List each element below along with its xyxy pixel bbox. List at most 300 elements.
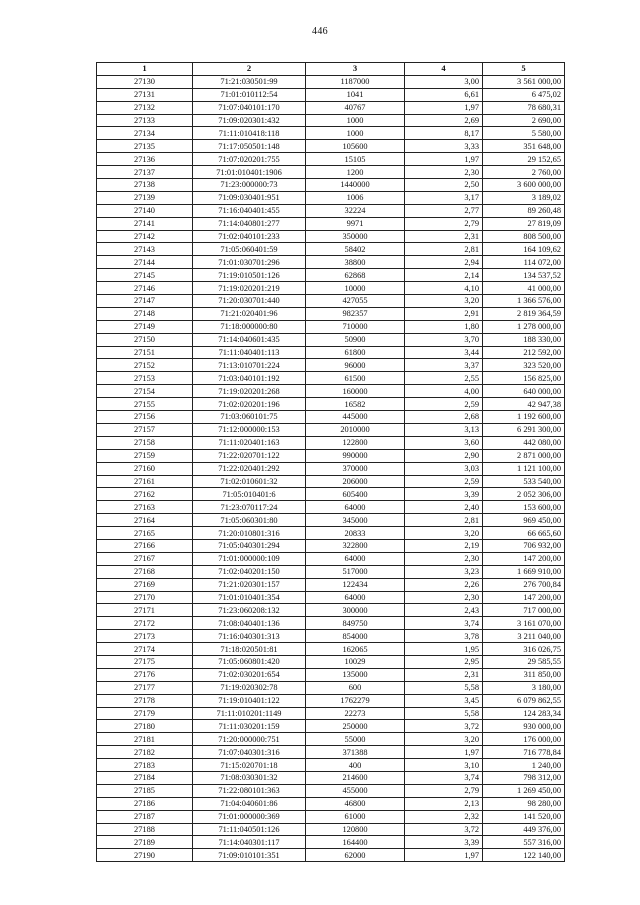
rate-cell: 2,55 — [405, 372, 483, 385]
rate-cell: 3,44 — [405, 346, 483, 359]
area-cell: 64000 — [306, 591, 405, 604]
cost-cell: 2 760,00 — [483, 166, 565, 179]
table-row — [97, 398, 565, 411]
area-cell: 1041 — [306, 88, 405, 101]
table-row — [97, 191, 565, 204]
table-row — [97, 681, 565, 694]
cost-cell: 930 000,00 — [483, 720, 565, 733]
rate-cell: 3,39 — [405, 836, 483, 849]
area-cell: 10000 — [306, 282, 405, 295]
cadastral-number-cell: 71:19:020201:219 — [193, 282, 306, 295]
cost-cell: 798 312,00 — [483, 771, 565, 784]
cost-cell: 1 121 100,00 — [483, 462, 565, 475]
cost-cell: 6 475,02 — [483, 88, 565, 101]
table-row — [97, 720, 565, 733]
cost-cell: 316 026,75 — [483, 643, 565, 656]
table-row — [97, 75, 565, 88]
rate-cell: 2,79 — [405, 784, 483, 797]
cadastral-number-cell: 71:05:010401:6 — [193, 488, 306, 501]
rate-cell: 3,45 — [405, 694, 483, 707]
rate-cell: 1,95 — [405, 643, 483, 656]
cadastral-number-cell: 71:02:030201:654 — [193, 668, 306, 681]
cost-cell: 89 260,48 — [483, 204, 565, 217]
table-row — [97, 604, 565, 617]
table-row — [97, 707, 565, 720]
rate-cell: 4,00 — [405, 385, 483, 398]
area-cell: 122434 — [306, 578, 405, 591]
cadastral-number-cell: 71:13:010701:224 — [193, 359, 306, 372]
row-number-cell: 27173 — [97, 630, 193, 643]
rate-cell: 1,97 — [405, 101, 483, 114]
cadastral-number-cell: 71:02:010601:32 — [193, 475, 306, 488]
area-cell: 1762279 — [306, 694, 405, 707]
row-number-cell: 27138 — [97, 179, 193, 192]
cadastral-number-cell: 71:19:010401:122 — [193, 694, 306, 707]
area-cell: 710000 — [306, 320, 405, 333]
cost-cell: 3 211 040,00 — [483, 630, 565, 643]
row-number-cell: 27188 — [97, 823, 193, 836]
cadastral-number-cell: 71:11:010418:118 — [193, 127, 306, 140]
area-cell: 10029 — [306, 655, 405, 668]
rate-cell: 3,17 — [405, 191, 483, 204]
cost-cell: 969 450,00 — [483, 514, 565, 527]
area-cell: 1200 — [306, 166, 405, 179]
row-number-cell: 27162 — [97, 488, 193, 501]
row-number-cell: 27179 — [97, 707, 193, 720]
rate-cell: 3,72 — [405, 823, 483, 836]
cadastral-number-cell: 71:11:010201:1149 — [193, 707, 306, 720]
cadastral-number-cell: 71:01:010401:1906 — [193, 166, 306, 179]
cost-cell: 29 152,65 — [483, 153, 565, 166]
cadastral-number-cell: 71:21:020301:157 — [193, 578, 306, 591]
table-row — [97, 591, 565, 604]
row-number-cell: 27130 — [97, 75, 193, 88]
table-row — [97, 617, 565, 630]
table-row — [97, 153, 565, 166]
rate-cell: 2,40 — [405, 501, 483, 514]
table-row — [97, 217, 565, 230]
table-row — [97, 784, 565, 797]
column-header-5: 5 — [483, 63, 565, 76]
cost-cell: 557 316,00 — [483, 836, 565, 849]
cadastral-number-cell: 71:02:040201:150 — [193, 565, 306, 578]
table-row — [97, 810, 565, 823]
cost-cell: 2 871 000,00 — [483, 449, 565, 462]
cost-cell: 3 189,02 — [483, 191, 565, 204]
cadastral-number-cell: 71:11:040501:126 — [193, 823, 306, 836]
row-number-cell: 27185 — [97, 784, 193, 797]
rate-cell: 2,14 — [405, 269, 483, 282]
area-cell: 854000 — [306, 630, 405, 643]
cost-cell: 2 819 364,59 — [483, 307, 565, 320]
rate-cell: 2,31 — [405, 230, 483, 243]
cadastral-number-cell: 71:05:060401:59 — [193, 243, 306, 256]
table-row — [97, 256, 565, 269]
row-number-cell: 27158 — [97, 436, 193, 449]
table-row — [97, 552, 565, 565]
cadastral-number-cell: 71:11:030201:159 — [193, 720, 306, 733]
area-cell: 61500 — [306, 372, 405, 385]
table-row — [97, 243, 565, 256]
cost-cell: 311 850,00 — [483, 668, 565, 681]
table-row — [97, 539, 565, 552]
cadastral-number-cell: 71:21:020401:96 — [193, 307, 306, 320]
cost-cell: 156 825,00 — [483, 372, 565, 385]
cost-cell: 188 330,00 — [483, 333, 565, 346]
cadastral-number-cell: 71:14:040601:435 — [193, 333, 306, 346]
cadastral-number-cell: 71:21:030501:99 — [193, 75, 306, 88]
area-cell: 40767 — [306, 101, 405, 114]
cadastral-number-cell: 71:18:000000:80 — [193, 320, 306, 333]
area-cell: 58402 — [306, 243, 405, 256]
table-row — [97, 501, 565, 514]
column-header-1: 1 — [97, 63, 193, 76]
table-row — [97, 166, 565, 179]
row-number-cell: 27146 — [97, 282, 193, 295]
cost-cell: 3 561 000,00 — [483, 75, 565, 88]
rate-cell: 5,58 — [405, 707, 483, 720]
area-cell: 605400 — [306, 488, 405, 501]
cadastral-number-cell: 71:05:040301:294 — [193, 539, 306, 552]
area-cell: 400 — [306, 759, 405, 772]
table-row — [97, 411, 565, 424]
row-number-cell: 27133 — [97, 114, 193, 127]
area-cell: 62868 — [306, 269, 405, 282]
row-number-cell: 27152 — [97, 359, 193, 372]
cadastral-number-cell: 71:20:030701:440 — [193, 295, 306, 308]
cadastral-number-cell: 71:16:040401:455 — [193, 204, 306, 217]
row-number-cell: 27186 — [97, 797, 193, 810]
area-cell: 164400 — [306, 836, 405, 849]
table-row — [97, 668, 565, 681]
area-cell: 2010000 — [306, 423, 405, 436]
area-cell: 206000 — [306, 475, 405, 488]
table-row — [97, 333, 565, 346]
area-cell: 427055 — [306, 295, 405, 308]
row-number-cell: 27163 — [97, 501, 193, 514]
area-cell: 849750 — [306, 617, 405, 630]
rate-cell: 2,81 — [405, 514, 483, 527]
row-number-cell: 27141 — [97, 217, 193, 230]
area-cell: 122800 — [306, 436, 405, 449]
area-cell: 345000 — [306, 514, 405, 527]
rate-cell: 3,20 — [405, 733, 483, 746]
row-number-cell: 27170 — [97, 591, 193, 604]
table-row — [97, 295, 565, 308]
table-row — [97, 630, 565, 643]
cadastral-number-cell: 71:23:060208:132 — [193, 604, 306, 617]
area-cell: 16582 — [306, 398, 405, 411]
table-row — [97, 578, 565, 591]
rate-cell: 3,20 — [405, 527, 483, 540]
area-cell: 445000 — [306, 411, 405, 424]
cost-cell: 98 280,00 — [483, 797, 565, 810]
cadastral-number-cell: 71:07:020201:755 — [193, 153, 306, 166]
rate-cell: 2,79 — [405, 217, 483, 230]
cost-cell: 3 180,00 — [483, 681, 565, 694]
row-number-cell: 27178 — [97, 694, 193, 707]
table-row — [97, 823, 565, 836]
cost-cell: 1 669 910,00 — [483, 565, 565, 578]
row-number-cell: 27147 — [97, 295, 193, 308]
row-number-cell: 27174 — [97, 643, 193, 656]
area-cell: 105600 — [306, 140, 405, 153]
cadastral-number-cell: 71:18:020501:81 — [193, 643, 306, 656]
rate-cell: 5,58 — [405, 681, 483, 694]
row-number-cell: 27177 — [97, 681, 193, 694]
row-number-cell: 27187 — [97, 810, 193, 823]
cadastral-number-cell: 71:03:040101:192 — [193, 372, 306, 385]
cost-cell: 164 109,62 — [483, 243, 565, 256]
area-cell: 38800 — [306, 256, 405, 269]
cost-cell: 323 520,00 — [483, 359, 565, 372]
header-row — [97, 63, 565, 76]
rate-cell: 3,37 — [405, 359, 483, 372]
rate-cell: 3,70 — [405, 333, 483, 346]
cadastral-number-cell: 71:07:040301:316 — [193, 746, 306, 759]
area-cell: 214600 — [306, 771, 405, 784]
area-cell: 370000 — [306, 462, 405, 475]
area-cell: 50900 — [306, 333, 405, 346]
table-row — [97, 101, 565, 114]
column-header-2: 2 — [193, 63, 306, 76]
cadastral-number-cell: 71:08:030301:32 — [193, 771, 306, 784]
rate-cell: 2,43 — [405, 604, 483, 617]
table-row — [97, 655, 565, 668]
cost-cell: 2 052 306,00 — [483, 488, 565, 501]
rate-cell: 3,60 — [405, 436, 483, 449]
rate-cell: 1,97 — [405, 746, 483, 759]
table-row — [97, 488, 565, 501]
table-row — [97, 449, 565, 462]
cost-cell: 147 200,00 — [483, 552, 565, 565]
row-number-cell: 27164 — [97, 514, 193, 527]
cost-cell: 2 690,00 — [483, 114, 565, 127]
area-cell: 135000 — [306, 668, 405, 681]
table-row — [97, 372, 565, 385]
cost-cell: 124 283,34 — [483, 707, 565, 720]
cadastral-number-cell: 71:09:020301:432 — [193, 114, 306, 127]
row-number-cell: 27157 — [97, 423, 193, 436]
row-number-cell: 27156 — [97, 411, 193, 424]
row-number-cell: 27183 — [97, 759, 193, 772]
table-row — [97, 514, 565, 527]
table-row — [97, 643, 565, 656]
area-cell: 322800 — [306, 539, 405, 552]
cadastral-number-cell: 71:19:010501:126 — [193, 269, 306, 282]
row-number-cell: 27175 — [97, 655, 193, 668]
cost-cell: 1 278 000,00 — [483, 320, 565, 333]
table-row — [97, 694, 565, 707]
row-number-cell: 27184 — [97, 771, 193, 784]
row-number-cell: 27150 — [97, 333, 193, 346]
cadastral-number-cell: 71:11:040401:113 — [193, 346, 306, 359]
row-number-cell: 27167 — [97, 552, 193, 565]
table-row — [97, 179, 565, 192]
area-cell: 1440000 — [306, 179, 405, 192]
cadastral-number-cell: 71:15:020701:18 — [193, 759, 306, 772]
area-cell: 96000 — [306, 359, 405, 372]
cadastral-number-cell: 71:20:000000:751 — [193, 733, 306, 746]
rate-cell: 4,10 — [405, 282, 483, 295]
area-cell: 1187000 — [306, 75, 405, 88]
area-cell: 600 — [306, 681, 405, 694]
row-number-cell: 27149 — [97, 320, 193, 333]
row-number-cell: 27134 — [97, 127, 193, 140]
table-row — [97, 527, 565, 540]
cadastral-number-cell: 71:09:030401:951 — [193, 191, 306, 204]
row-number-cell: 27131 — [97, 88, 193, 101]
table-row — [97, 127, 565, 140]
rate-cell: 2,77 — [405, 204, 483, 217]
cadastral-number-cell: 71:09:010101:351 — [193, 849, 306, 862]
rate-cell: 2,30 — [405, 552, 483, 565]
row-number-cell: 27144 — [97, 256, 193, 269]
area-cell: 1000 — [306, 114, 405, 127]
row-number-cell: 27132 — [97, 101, 193, 114]
cost-cell: 717 000,00 — [483, 604, 565, 617]
row-number-cell: 27190 — [97, 849, 193, 862]
table-row — [97, 475, 565, 488]
row-number-cell: 27135 — [97, 140, 193, 153]
table-row — [97, 204, 565, 217]
area-cell: 517000 — [306, 565, 405, 578]
cadastral-number-cell: 71:02:020201:196 — [193, 398, 306, 411]
cost-cell: 114 072,00 — [483, 256, 565, 269]
rate-cell: 1,97 — [405, 849, 483, 862]
area-cell: 162065 — [306, 643, 405, 656]
row-number-cell: 27171 — [97, 604, 193, 617]
table-body — [97, 75, 565, 861]
cost-cell: 706 932,00 — [483, 539, 565, 552]
row-number-cell: 27155 — [97, 398, 193, 411]
table-row — [97, 282, 565, 295]
table-row — [97, 307, 565, 320]
area-cell: 350000 — [306, 230, 405, 243]
table-row — [97, 359, 565, 372]
cadastral-number-cell: 71:01:000000:369 — [193, 810, 306, 823]
rate-cell: 1,80 — [405, 320, 483, 333]
row-number-cell: 27142 — [97, 230, 193, 243]
rate-cell: 2,13 — [405, 797, 483, 810]
cost-cell: 122 140,00 — [483, 849, 565, 862]
rate-cell: 2,81 — [405, 243, 483, 256]
cost-cell: 176 000,00 — [483, 733, 565, 746]
row-number-cell: 27140 — [97, 204, 193, 217]
table-row — [97, 849, 565, 862]
rate-cell: 3,20 — [405, 295, 483, 308]
rate-cell: 3,74 — [405, 617, 483, 630]
rate-cell: 2,59 — [405, 475, 483, 488]
cadastral-number-cell: 71:11:020401:163 — [193, 436, 306, 449]
area-cell: 1006 — [306, 191, 405, 204]
cost-cell: 533 540,00 — [483, 475, 565, 488]
rate-cell: 3,78 — [405, 630, 483, 643]
row-number-cell: 27136 — [97, 153, 193, 166]
cost-cell: 640 000,00 — [483, 385, 565, 398]
table-row — [97, 346, 565, 359]
rate-cell: 3,10 — [405, 759, 483, 772]
row-number-cell: 27189 — [97, 836, 193, 849]
cadastral-number-cell: 71:22:020401:292 — [193, 462, 306, 475]
cadastral-number-cell: 71:20:010801:316 — [193, 527, 306, 540]
rate-cell: 2,95 — [405, 655, 483, 668]
table-row — [97, 88, 565, 101]
cost-cell: 6 291 300,00 — [483, 423, 565, 436]
cost-cell: 716 778,84 — [483, 746, 565, 759]
table-row — [97, 733, 565, 746]
table-row — [97, 565, 565, 578]
row-number-cell: 27172 — [97, 617, 193, 630]
cost-cell: 6 079 862,55 — [483, 694, 565, 707]
cost-cell: 3 161 070,00 — [483, 617, 565, 630]
rate-cell: 3,13 — [405, 423, 483, 436]
row-number-cell: 27137 — [97, 166, 193, 179]
cost-cell: 42 947,38 — [483, 398, 565, 411]
cost-cell: 276 700,84 — [483, 578, 565, 591]
column-header-3: 3 — [306, 63, 405, 76]
cost-cell: 1 269 450,00 — [483, 784, 565, 797]
area-cell: 32224 — [306, 204, 405, 217]
rate-cell: 8,17 — [405, 127, 483, 140]
rate-cell: 3,74 — [405, 771, 483, 784]
cost-cell: 449 376,00 — [483, 823, 565, 836]
cadastral-number-cell: 71:22:020701:122 — [193, 449, 306, 462]
area-cell: 9971 — [306, 217, 405, 230]
rate-cell: 2,26 — [405, 578, 483, 591]
row-number-cell: 27154 — [97, 385, 193, 398]
area-cell: 120800 — [306, 823, 405, 836]
page-number: 446 — [312, 26, 328, 37]
table-row — [97, 797, 565, 810]
table-row — [97, 269, 565, 282]
cadastral-number-cell: 71:17:050501:148 — [193, 140, 306, 153]
area-cell: 61800 — [306, 346, 405, 359]
row-number-cell: 27180 — [97, 720, 193, 733]
row-number-cell: 27143 — [97, 243, 193, 256]
table-row — [97, 759, 565, 772]
area-cell: 250000 — [306, 720, 405, 733]
row-number-cell: 27151 — [97, 346, 193, 359]
row-number-cell: 27182 — [97, 746, 193, 759]
cost-cell: 1 192 600,00 — [483, 411, 565, 424]
row-number-cell: 27161 — [97, 475, 193, 488]
cadastral-number-cell: 71:03:060101:75 — [193, 411, 306, 424]
table-row — [97, 140, 565, 153]
row-number-cell: 27165 — [97, 527, 193, 540]
area-cell: 62000 — [306, 849, 405, 862]
area-cell: 64000 — [306, 501, 405, 514]
area-cell: 455000 — [306, 784, 405, 797]
cost-cell: 147 200,00 — [483, 591, 565, 604]
cadastral-number-cell: 71:01:010112:54 — [193, 88, 306, 101]
rate-cell: 3,39 — [405, 488, 483, 501]
cost-cell: 1 366 576,00 — [483, 295, 565, 308]
cadastral-number-cell: 71:04:040601:86 — [193, 797, 306, 810]
table-row — [97, 385, 565, 398]
cadastral-number-cell: 71:23:070117:24 — [193, 501, 306, 514]
rate-cell: 2,31 — [405, 668, 483, 681]
cost-cell: 212 592,00 — [483, 346, 565, 359]
rate-cell: 2,59 — [405, 398, 483, 411]
table-row — [97, 436, 565, 449]
area-cell: 46800 — [306, 797, 405, 810]
area-cell: 61000 — [306, 810, 405, 823]
rate-cell: 3,72 — [405, 720, 483, 733]
cadastral-number-cell: 71:05:060801:420 — [193, 655, 306, 668]
cadastral-number-cell: 71:19:020302:78 — [193, 681, 306, 694]
cost-cell: 351 648,00 — [483, 140, 565, 153]
